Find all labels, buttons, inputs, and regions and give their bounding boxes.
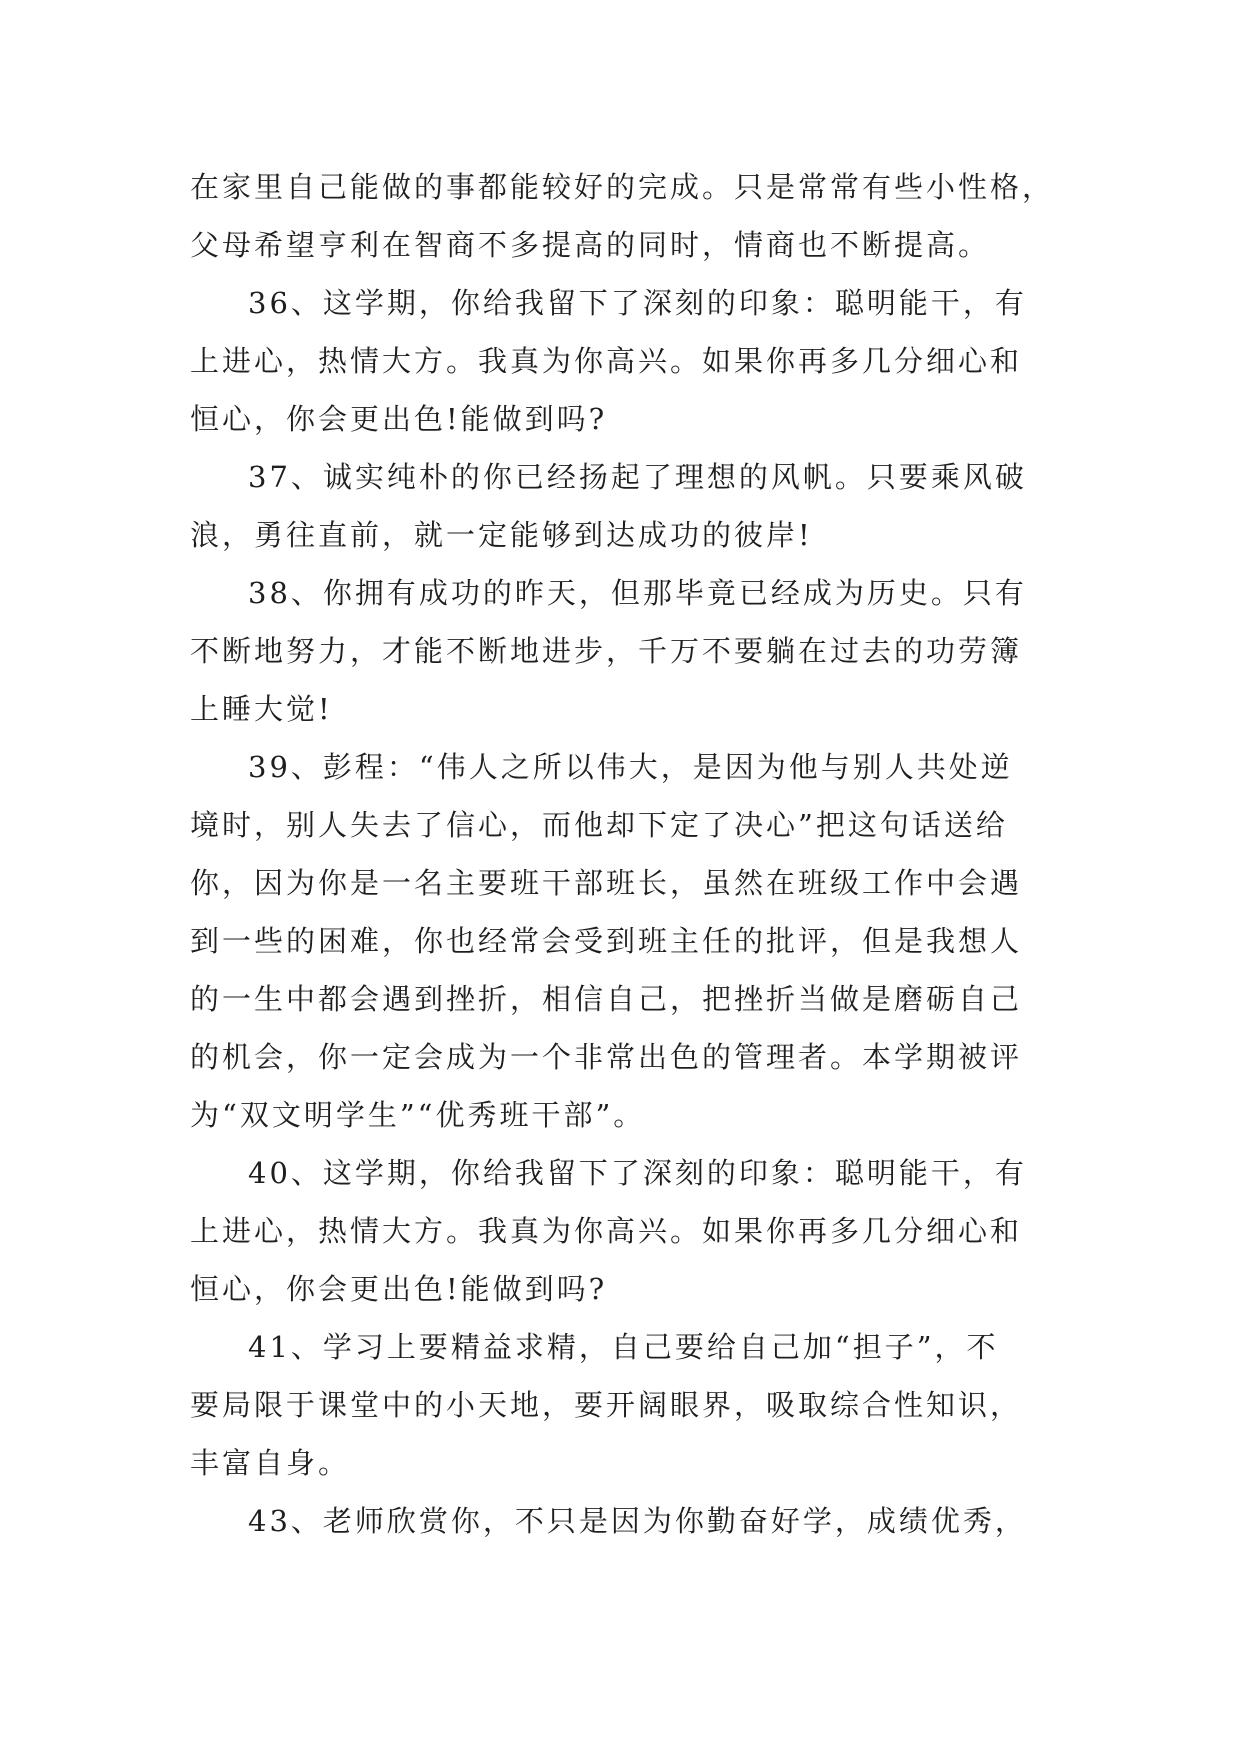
text-line: 恒心，你会更出色!能做到吗?	[190, 1272, 608, 1306]
text-line: 的机会，你一定会成为一个非常出色的管理者。本学期被评	[190, 1040, 1023, 1074]
text-line: 40、这学期，你给我留下了深刻的印象：聪明能干，有	[248, 1156, 1027, 1190]
document-body-text	[190, 158, 1055, 1550]
text-line: 浪，勇往直前，就一定能够到达成功的彼岸!	[190, 518, 813, 552]
text-line: 37、诚实纯朴的你已经扬起了理想的风帆。只要乘风破	[248, 460, 1027, 494]
text-line: 上睡大觉!	[190, 692, 333, 726]
text-line: 要局限于课堂中的小天地，要开阔眼界，吸取综合性知识，	[190, 1388, 1023, 1422]
text-line: 上进心，热情大方。我真为你高兴。如果你再多几分细心和	[190, 1214, 1023, 1248]
text-line: 在家里自己能做的事都能较好的完成。只是常常有些小性格，	[190, 170, 1055, 204]
text-line: 不断地努力，才能不断地进步，千万不要躺在过去的功劳簿	[190, 634, 1023, 668]
text-line: 41、学习上要精益求精，自己要给自己加“担子”，不	[248, 1330, 999, 1364]
text-line: 39、彭程：“伟人之所以伟大，是因为他与别人共处逆	[248, 750, 1013, 784]
text-line: 上进心，热情大方。我真为你高兴。如果你再多几分细心和	[190, 344, 1023, 378]
text-line: 丰富自身。	[190, 1446, 351, 1480]
text-line: 你，因为你是一名主要班干部班长，虽然在班级工作中会遇	[190, 866, 1023, 900]
text-line: 恒心，你会更出色!能做到吗?	[190, 402, 608, 436]
text-line: 境时，别人失去了信心，而他却下定了决心”把这句话送给	[190, 808, 1008, 842]
text-line: 38、你拥有成功的昨天，但那毕竟已经成为历史。只有	[248, 576, 1027, 610]
text-line: 43、老师欣赏你，不只是因为你勤奋好学，成绩优秀，	[248, 1504, 1027, 1538]
text-line: 到一些的困难，你也经常会受到班主任的批评，但是我想人	[190, 924, 1023, 958]
text-line: 的一生中都会遇到挫折，相信自己，把挫折当做是磨砺自己	[190, 982, 1023, 1016]
text-line: 36、这学期，你给我留下了深刻的印象：聪明能干，有	[248, 286, 1027, 320]
text-line: 为“双文明学生”“优秀班干部”。	[190, 1098, 646, 1132]
text-line: 父母希望亨利在智商不多提高的同时，情商也不断提高。	[190, 228, 991, 262]
